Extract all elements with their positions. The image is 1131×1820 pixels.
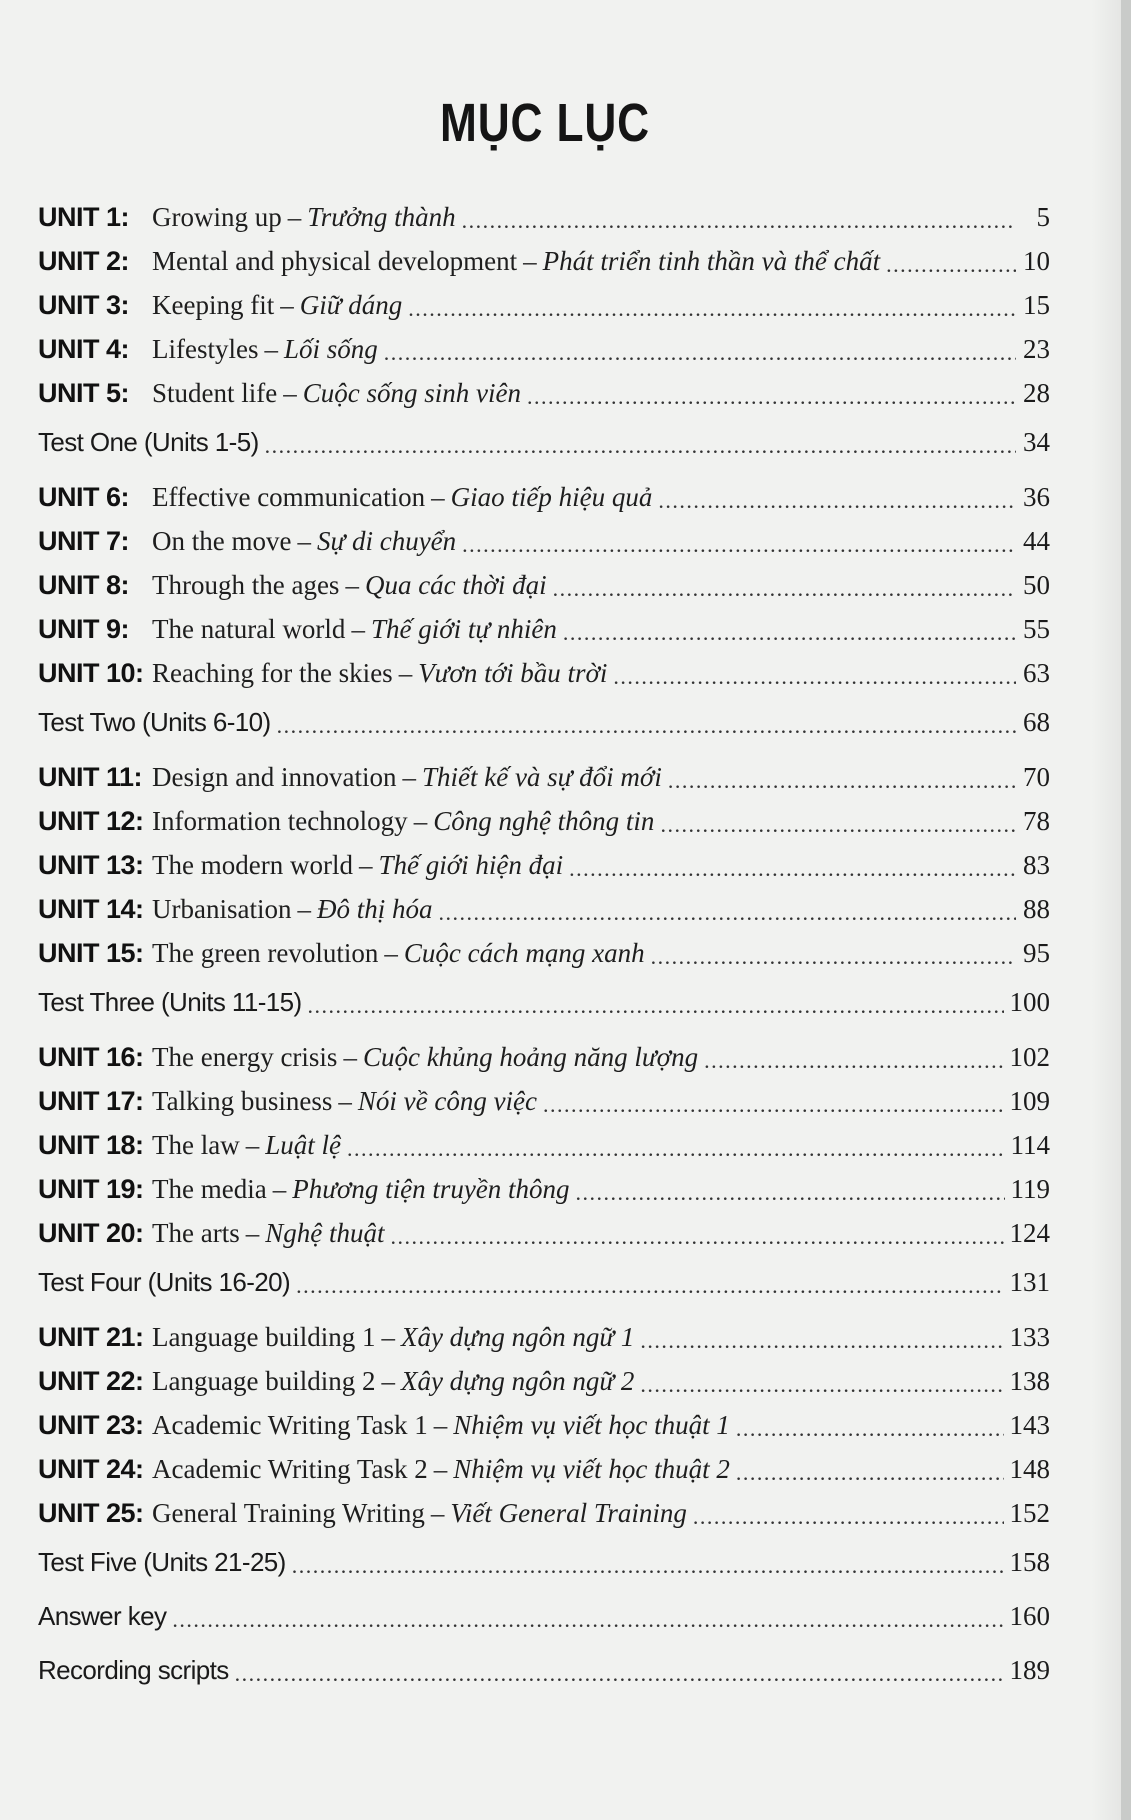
title-separator: – bbox=[345, 570, 359, 600]
unit-label: UNIT 8: bbox=[38, 570, 129, 600]
unit-label: UNIT 5: bbox=[38, 378, 129, 408]
table-of-contents bbox=[38, 202, 1050, 1704]
toc-unit-row[interactable] bbox=[38, 526, 1050, 570]
unit-label: UNIT 3: bbox=[38, 290, 129, 320]
unit-title-vietnamese: Công nghệ thông tin bbox=[433, 806, 655, 836]
toc-unit-row[interactable] bbox=[38, 202, 1050, 246]
page-number: 63 bbox=[1023, 658, 1050, 688]
dot-leader bbox=[886, 248, 1016, 275]
test-label: Test Five (Units 21-25) bbox=[38, 1547, 286, 1577]
page-number: 88 bbox=[1023, 894, 1050, 924]
dot-leader bbox=[553, 572, 1016, 599]
page-number: 133 bbox=[1009, 1322, 1050, 1352]
unit-label: UNIT 1: bbox=[38, 202, 129, 232]
dot-leader bbox=[462, 528, 1016, 555]
page-number: 138 bbox=[1009, 1366, 1050, 1396]
unit-title-vietnamese: Thế giới hiện đại bbox=[378, 850, 564, 880]
toc-unit-row[interactable] bbox=[38, 334, 1050, 378]
page-number: 34 bbox=[1023, 427, 1050, 457]
page-number: 55 bbox=[1023, 614, 1050, 644]
page-number: 158 bbox=[1009, 1547, 1050, 1577]
dot-leader bbox=[543, 1088, 1003, 1115]
unit-title-english: Lifestyles bbox=[152, 334, 259, 364]
unit-title-english: The media bbox=[152, 1174, 267, 1204]
toc-unit-row[interactable] bbox=[38, 614, 1050, 658]
toc-unit-row[interactable] bbox=[38, 1410, 1050, 1454]
unit-label: UNIT 15: bbox=[38, 938, 144, 968]
unit-title-vietnamese: Thế giới tự nhiên bbox=[370, 614, 557, 644]
unit-label: UNIT 12: bbox=[38, 806, 144, 836]
unit-title-english: The arts bbox=[152, 1218, 240, 1248]
unit-title-english: Reaching for the skies bbox=[152, 658, 393, 688]
unit-title-vietnamese: Nhiệm vụ viết học thuật 1 bbox=[453, 1410, 730, 1440]
unit-title-english: Talking business bbox=[152, 1086, 333, 1116]
dot-leader bbox=[640, 1368, 1003, 1395]
unit-title-english: Academic Writing Task 1 bbox=[152, 1410, 428, 1440]
test-label: Test Four (Units 16-20) bbox=[38, 1267, 291, 1297]
page-number: 124 bbox=[1009, 1218, 1050, 1248]
toc-test-row[interactable] bbox=[38, 1262, 1050, 1316]
page-number: 189 bbox=[1009, 1655, 1050, 1685]
unit-title-english: The modern world bbox=[152, 850, 353, 880]
unit-title-vietnamese: Vươn tới bầu trời bbox=[418, 658, 608, 688]
dot-leader bbox=[668, 764, 1016, 791]
unit-title-vietnamese: Cuộc sống sinh viên bbox=[302, 378, 521, 408]
unit-label: UNIT 6: bbox=[38, 482, 129, 512]
unit-label: UNIT 10: bbox=[38, 658, 144, 688]
unit-label: UNIT 7: bbox=[38, 526, 129, 556]
title-separator: – bbox=[433, 1410, 448, 1440]
unit-title-english: General Training Writing bbox=[152, 1498, 425, 1528]
unit-label: UNIT 18: bbox=[38, 1130, 144, 1160]
title-separator: – bbox=[384, 938, 398, 968]
toc-unit-row[interactable] bbox=[38, 290, 1050, 334]
unit-title-vietnamese: Nghệ thuật bbox=[265, 1218, 385, 1248]
toc-unit-row[interactable] bbox=[38, 1366, 1050, 1410]
dot-leader bbox=[308, 989, 1004, 1016]
title-separator: – bbox=[287, 202, 302, 232]
unit-title-vietnamese: Thiết kế và sự đổi mới bbox=[421, 762, 662, 792]
title-separator: – bbox=[283, 378, 297, 408]
unit-label: UNIT 17: bbox=[38, 1086, 144, 1116]
unit-title-vietnamese: Phát triển tinh thần và thể chất bbox=[542, 246, 881, 276]
unit-title-vietnamese: Sự di chuyển bbox=[316, 526, 457, 556]
page-number: 50 bbox=[1023, 570, 1050, 600]
toc-test-row[interactable] bbox=[38, 982, 1050, 1036]
test-label: Test Two (Units 6-10) bbox=[38, 707, 271, 737]
dot-leader bbox=[277, 709, 1016, 736]
title-separator: – bbox=[398, 658, 413, 688]
test-label: Recording scripts bbox=[38, 1655, 229, 1685]
page-number: 44 bbox=[1023, 526, 1050, 556]
page-number: 102 bbox=[1009, 1042, 1050, 1072]
toc-unit-row[interactable] bbox=[38, 762, 1050, 806]
title-separator: – bbox=[272, 1174, 287, 1204]
unit-title-english: Growing up bbox=[152, 202, 282, 232]
title-separator: – bbox=[245, 1130, 260, 1160]
page-number: 160 bbox=[1009, 1601, 1050, 1631]
unit-title-vietnamese: Trưởng thành bbox=[307, 202, 456, 232]
title-separator: – bbox=[245, 1218, 260, 1248]
page-edge bbox=[1121, 0, 1131, 1820]
dot-leader bbox=[292, 1549, 1004, 1576]
title-separator: – bbox=[433, 1454, 448, 1484]
title-separator: – bbox=[297, 526, 311, 556]
test-label: Answer key bbox=[38, 1601, 167, 1631]
page-title: MỤC LỤC bbox=[440, 93, 650, 153]
unit-title-english: Design and innovation bbox=[152, 762, 397, 792]
test-label: Test One (Units 1-5) bbox=[38, 427, 259, 457]
unit-title-vietnamese: Nhiệm vụ viết học thuật 2 bbox=[453, 1454, 730, 1484]
page-shadow bbox=[1091, 0, 1121, 1820]
unit-label: UNIT 24: bbox=[38, 1454, 144, 1484]
page-number: 114 bbox=[1010, 1130, 1050, 1160]
toc-unit-row[interactable] bbox=[38, 1322, 1050, 1366]
dot-leader bbox=[527, 380, 1016, 407]
title-separator: – bbox=[430, 1498, 445, 1528]
unit-title-english: Academic Writing Task 2 bbox=[152, 1454, 428, 1484]
dot-leader bbox=[640, 1324, 1003, 1351]
page-number: 15 bbox=[1023, 290, 1050, 320]
dot-leader bbox=[658, 484, 1016, 511]
unit-label: UNIT 25: bbox=[38, 1498, 144, 1528]
title-separator: – bbox=[402, 762, 416, 792]
page-number: 100 bbox=[1009, 987, 1050, 1017]
unit-title-english: Language building 2 bbox=[152, 1366, 376, 1396]
unit-title-english: Information technology bbox=[152, 806, 408, 836]
toc-test-row[interactable] bbox=[38, 422, 1050, 476]
toc-unit-row[interactable] bbox=[38, 246, 1050, 290]
unit-title-vietnamese: Cuộc khủng hoảng năng lượng bbox=[362, 1042, 699, 1072]
unit-title-english: The law bbox=[152, 1130, 240, 1160]
unit-title-vietnamese: Lối sống bbox=[283, 334, 378, 364]
unit-label: UNIT 4: bbox=[38, 334, 129, 364]
toc-unit-row[interactable] bbox=[38, 938, 1050, 982]
page-number: 95 bbox=[1023, 938, 1050, 968]
unit-label: UNIT 14: bbox=[38, 894, 144, 924]
title-separator: – bbox=[264, 334, 278, 364]
toc-unit-row[interactable] bbox=[38, 1498, 1050, 1542]
unit-title-vietnamese: Cuộc cách mạng xanh bbox=[403, 938, 645, 968]
dot-leader bbox=[439, 896, 1017, 923]
dot-leader bbox=[390, 1220, 1003, 1247]
toc-test-row[interactable] bbox=[38, 1650, 1050, 1704]
unit-title-english: Keeping fit bbox=[152, 290, 275, 320]
dot-leader bbox=[576, 1176, 1005, 1203]
toc-unit-row[interactable] bbox=[38, 378, 1050, 422]
toc-unit-row[interactable] bbox=[38, 1454, 1050, 1498]
page-number: 10 bbox=[1023, 246, 1050, 276]
toc-test-row[interactable] bbox=[38, 702, 1050, 756]
unit-title-vietnamese: Nói về công việc bbox=[357, 1086, 538, 1116]
unit-title-vietnamese: Xây dựng ngôn ngữ 1 bbox=[400, 1322, 635, 1352]
unit-title-vietnamese: Xây dựng ngôn ngữ 2 bbox=[400, 1366, 635, 1396]
dot-leader bbox=[563, 616, 1016, 643]
page-number: 68 bbox=[1023, 707, 1050, 737]
dot-leader bbox=[172, 1603, 1003, 1630]
dot-leader bbox=[736, 1412, 1004, 1439]
toc-unit-row[interactable] bbox=[38, 1086, 1050, 1130]
title-separator: – bbox=[381, 1366, 395, 1396]
page-number: 119 bbox=[1010, 1174, 1050, 1204]
unit-title-english: Urbanisation bbox=[152, 894, 292, 924]
unit-title-vietnamese: Qua các thời đại bbox=[364, 570, 547, 600]
test-label: Test Three (Units 11-15) bbox=[38, 987, 302, 1017]
dot-leader bbox=[265, 429, 1016, 456]
dot-leader bbox=[296, 1269, 1003, 1296]
dot-leader bbox=[660, 808, 1016, 835]
unit-label: UNIT 9: bbox=[38, 614, 129, 644]
dot-leader bbox=[408, 292, 1016, 319]
title-separator: – bbox=[338, 1086, 352, 1116]
dot-leader bbox=[569, 852, 1016, 879]
dot-leader bbox=[384, 336, 1016, 363]
toc-test-row[interactable] bbox=[38, 1542, 1050, 1596]
page-number: 131 bbox=[1009, 1267, 1050, 1297]
unit-label: UNIT 21: bbox=[38, 1322, 144, 1352]
title-separator: – bbox=[358, 850, 373, 880]
dot-leader bbox=[235, 1657, 1004, 1684]
unit-label: UNIT 2: bbox=[38, 246, 129, 276]
title-separator: – bbox=[280, 290, 294, 320]
dot-leader bbox=[693, 1500, 1004, 1527]
title-separator: – bbox=[297, 894, 311, 924]
unit-title-vietnamese: Viết General Training bbox=[450, 1498, 687, 1528]
toc-unit-row[interactable] bbox=[38, 658, 1050, 702]
toc-test-row[interactable] bbox=[38, 1596, 1050, 1650]
toc-unit-row[interactable] bbox=[38, 482, 1050, 526]
unit-title-vietnamese: Luật lệ bbox=[265, 1130, 341, 1160]
unit-title-english: On the move bbox=[152, 526, 292, 556]
toc-unit-row[interactable] bbox=[38, 850, 1050, 894]
toc-unit-row[interactable] bbox=[38, 1130, 1050, 1174]
unit-label: UNIT 23: bbox=[38, 1410, 144, 1440]
unit-title-vietnamese: Giao tiếp hiệu quả bbox=[450, 482, 653, 512]
title-separator: – bbox=[381, 1322, 395, 1352]
unit-title-vietnamese: Đô thị hóa bbox=[316, 894, 433, 924]
toc-unit-row[interactable] bbox=[38, 570, 1050, 614]
page-number: 5 bbox=[1036, 202, 1050, 232]
unit-title-english: The energy crisis bbox=[152, 1042, 338, 1072]
dot-leader bbox=[651, 940, 1016, 967]
toc-unit-row[interactable] bbox=[38, 894, 1050, 938]
unit-title-vietnamese: Phương tiện truyền thông bbox=[292, 1174, 570, 1204]
page-number: 28 bbox=[1023, 378, 1050, 408]
unit-title-english: Mental and physical development bbox=[152, 246, 518, 276]
dot-leader bbox=[462, 204, 1016, 231]
dot-leader bbox=[613, 660, 1016, 687]
unit-title-english: Effective communication bbox=[152, 482, 426, 512]
toc-unit-row[interactable] bbox=[38, 1218, 1050, 1262]
toc-unit-row[interactable] bbox=[38, 1042, 1050, 1086]
page-number: 143 bbox=[1009, 1410, 1050, 1440]
page-number: 83 bbox=[1023, 850, 1050, 880]
unit-label: UNIT 16: bbox=[38, 1042, 144, 1072]
toc-unit-row[interactable] bbox=[38, 806, 1050, 850]
unit-label: UNIT 19: bbox=[38, 1174, 144, 1204]
dot-leader bbox=[736, 1456, 1004, 1483]
toc-unit-row[interactable] bbox=[38, 1174, 1050, 1218]
title-separator: – bbox=[431, 482, 445, 512]
page-number: 152 bbox=[1009, 1498, 1050, 1528]
page-number: 36 bbox=[1023, 482, 1050, 512]
unit-label: UNIT 13: bbox=[38, 850, 144, 880]
title-separator: – bbox=[413, 806, 428, 836]
title-separator: – bbox=[343, 1042, 357, 1072]
unit-label: UNIT 20: bbox=[38, 1218, 144, 1248]
unit-title-english: Through the ages bbox=[152, 570, 340, 600]
unit-title-english: Student life bbox=[152, 378, 278, 408]
page-number: 23 bbox=[1023, 334, 1050, 364]
unit-title-english: Language building 1 bbox=[152, 1322, 376, 1352]
page-number: 78 bbox=[1023, 806, 1050, 836]
page-number: 70 bbox=[1023, 762, 1050, 792]
title-separator: – bbox=[351, 614, 365, 644]
page-number: 109 bbox=[1009, 1086, 1050, 1116]
title-separator: – bbox=[523, 246, 537, 276]
unit-title-vietnamese: Giữ dáng bbox=[299, 290, 403, 320]
unit-label: UNIT 11: bbox=[38, 762, 143, 792]
dot-leader bbox=[347, 1132, 1005, 1159]
unit-title-english: The green revolution bbox=[152, 938, 379, 968]
unit-title-english: The natural world bbox=[152, 614, 346, 644]
unit-label: UNIT 22: bbox=[38, 1366, 144, 1396]
page-number: 148 bbox=[1009, 1454, 1050, 1484]
dot-leader bbox=[704, 1044, 1003, 1071]
